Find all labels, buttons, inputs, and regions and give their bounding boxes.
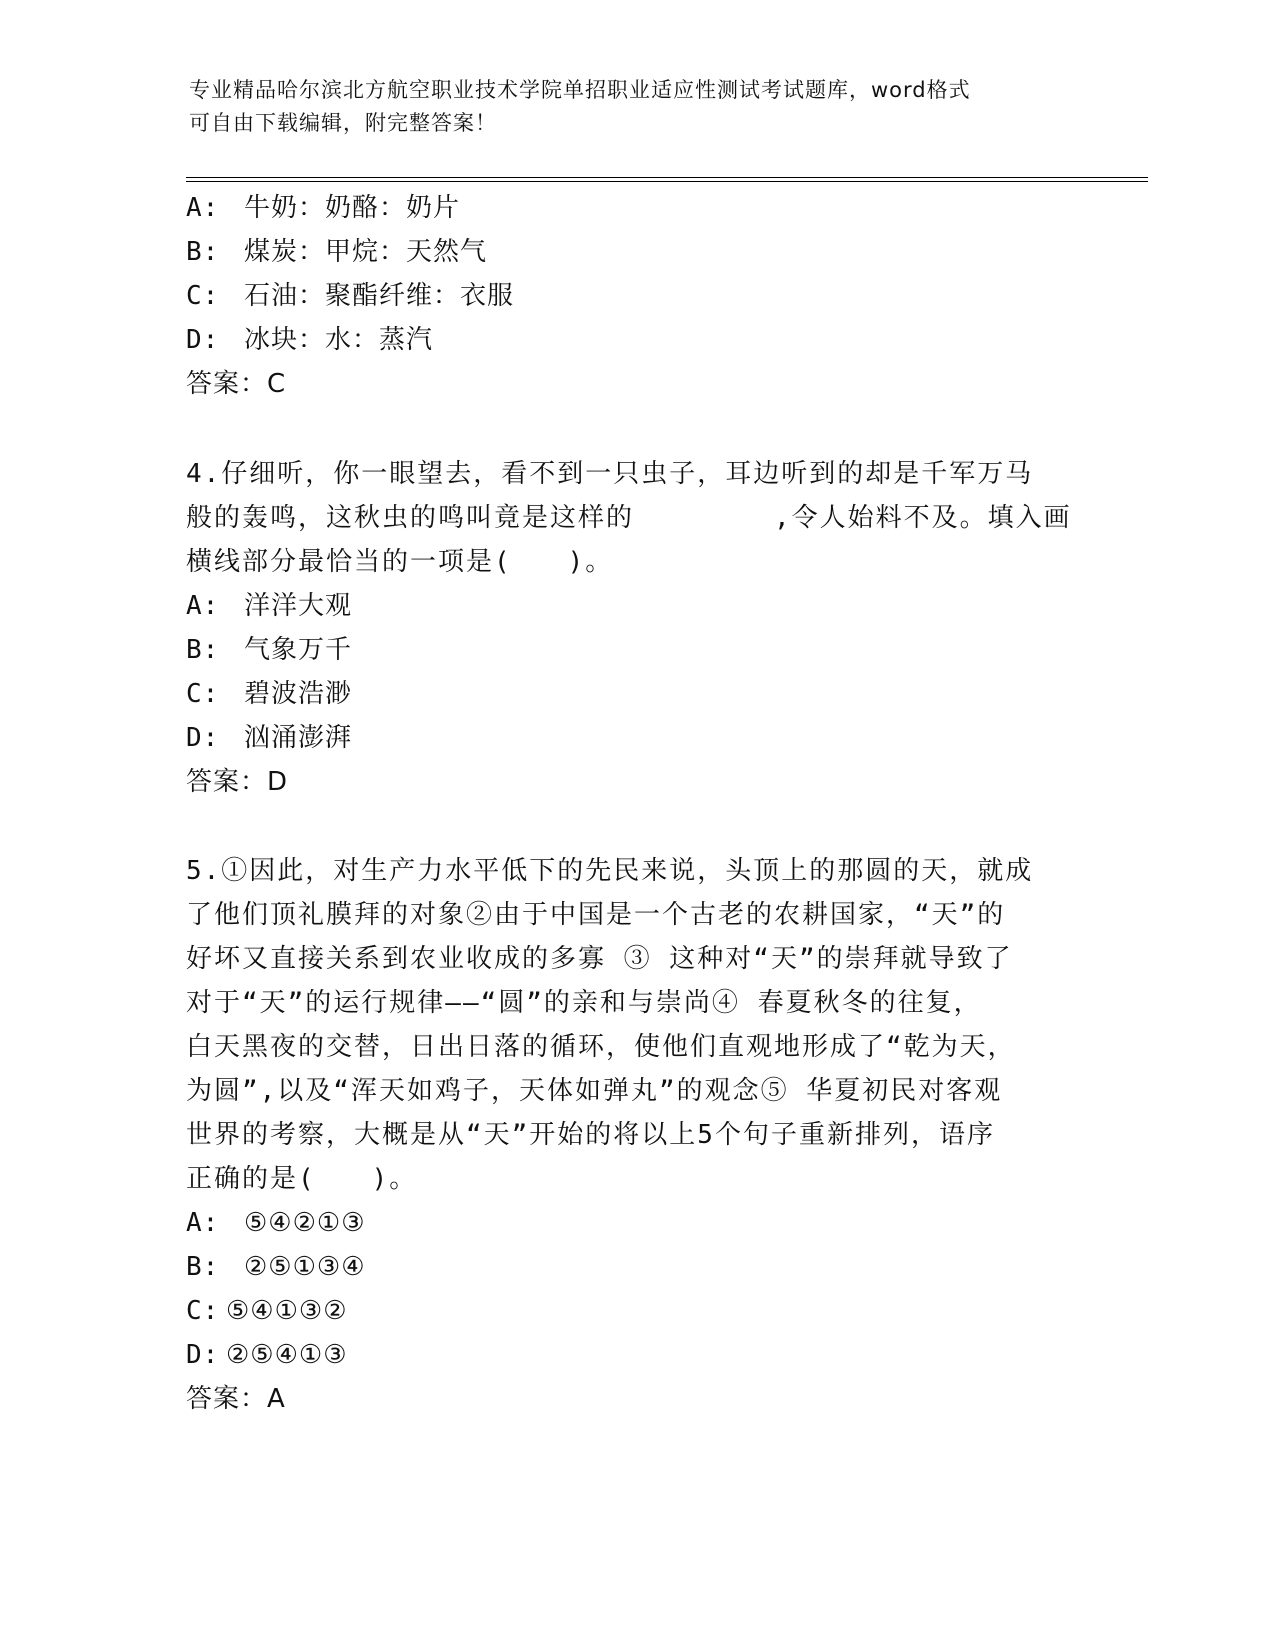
option-label: C: [186,281,220,311]
q4-option-b [186,632,352,668]
header-line-1: 专业精品哈尔滨北方航空职业技术学院单招职业适应性测试考试题库，word格式 [189,78,971,102]
option-label: A: [186,193,220,223]
q3-option-d [186,322,433,358]
q5-option-a [186,1205,366,1241]
q5-option-c [186,1293,348,1329]
option-text: 石油：聚酯纤维：衣服 [244,281,515,311]
q5-answer: 答案：A [186,1384,286,1414]
option-text: 汹涌澎湃 [244,723,353,753]
option-text: 碧波浩渺 [244,679,353,709]
option-text: 牛奶：奶酪：奶片 [244,193,461,223]
option-label: D: [186,325,220,355]
q5-option-b [186,1249,366,1285]
q4-stem-line-3: 横线部分最恰当的一项是( )。 [186,547,614,577]
header-line-2: 可自由下载编辑，附完整答案！ [189,111,497,135]
q5-stem-line-1: 5.①因此，对生产力水平低下的先民来说，头顶上的那圆的天，就成 [186,856,1034,886]
option-label: B: [186,1252,220,1282]
option-text: 冰块：水：蒸汽 [244,325,434,355]
option-text: ⑤④②①③ [244,1208,366,1238]
q5-stem-line-6: 为圆”,以及“浑天如鸡子，天体如弹丸”的观念⑤ 华夏初民对客观 [186,1076,1003,1106]
q5-option-d [186,1337,348,1373]
option-text: 洋洋大观 [244,591,353,621]
q4-stem-line-2: 般的轰鸣，这秋虫的鸣叫竟是这样的 ,令人始料不及。填入画 [186,503,1072,533]
header-rule-bottom [186,181,1148,182]
q3-option-a [186,190,460,226]
q5-stem-line-5: 白天黑夜的交替，日出日落的循环，使他们直观地形成了“乾为天， [186,1032,1016,1062]
q5-stem-line-4: 对于“天”的运行规律——“圆”的亲和与崇尚④ 春夏秋冬的往复， [186,988,982,1018]
q5-stem-line-7: 世界的考察，大概是从“天”开始的将以上5个句子重新排列，语序 [186,1120,995,1150]
document-header [189,74,1069,140]
q4-answer: 答案：D [186,767,289,797]
q5-stem-line-3: 好坏又直接关系到农业收成的多寡 ③ 这种对“天”的崇拜就导致了 [186,944,1013,974]
header-rule-top [186,177,1148,178]
q5-stem-line-8: 正确的是( )。 [186,1164,418,1194]
option-text: ②⑤④①③ [226,1340,348,1370]
q3-option-c [186,278,514,314]
q5-stem-line-2: 了他们顶礼膜拜的对象②由于中国是一个古老的农耕国家，“天”的 [186,900,1006,930]
option-label: A: [186,591,220,621]
option-label: D: [186,723,220,753]
option-text: ⑤④①③② [226,1296,348,1326]
option-label: B: [186,237,220,267]
option-text: 煤炭：甲烷：天然气 [244,237,488,267]
q4-option-d [186,720,352,756]
option-text: ②⑤①③④ [244,1252,366,1282]
q3-answer: 答案：C [186,369,287,399]
q4-option-a [186,588,352,624]
option-label: C: [186,1296,220,1326]
q3-option-b [186,234,487,270]
option-label: A: [186,1208,220,1238]
q4-option-c [186,676,352,712]
option-text: 气象万千 [244,635,353,665]
q4-stem-line-1: 4.仔细听，你一眼望去，看不到一只虫子，耳边听到的却是千军万马 [186,459,1034,489]
option-label: B: [186,635,220,665]
option-label: D: [186,1340,220,1370]
option-label: C: [186,679,220,709]
